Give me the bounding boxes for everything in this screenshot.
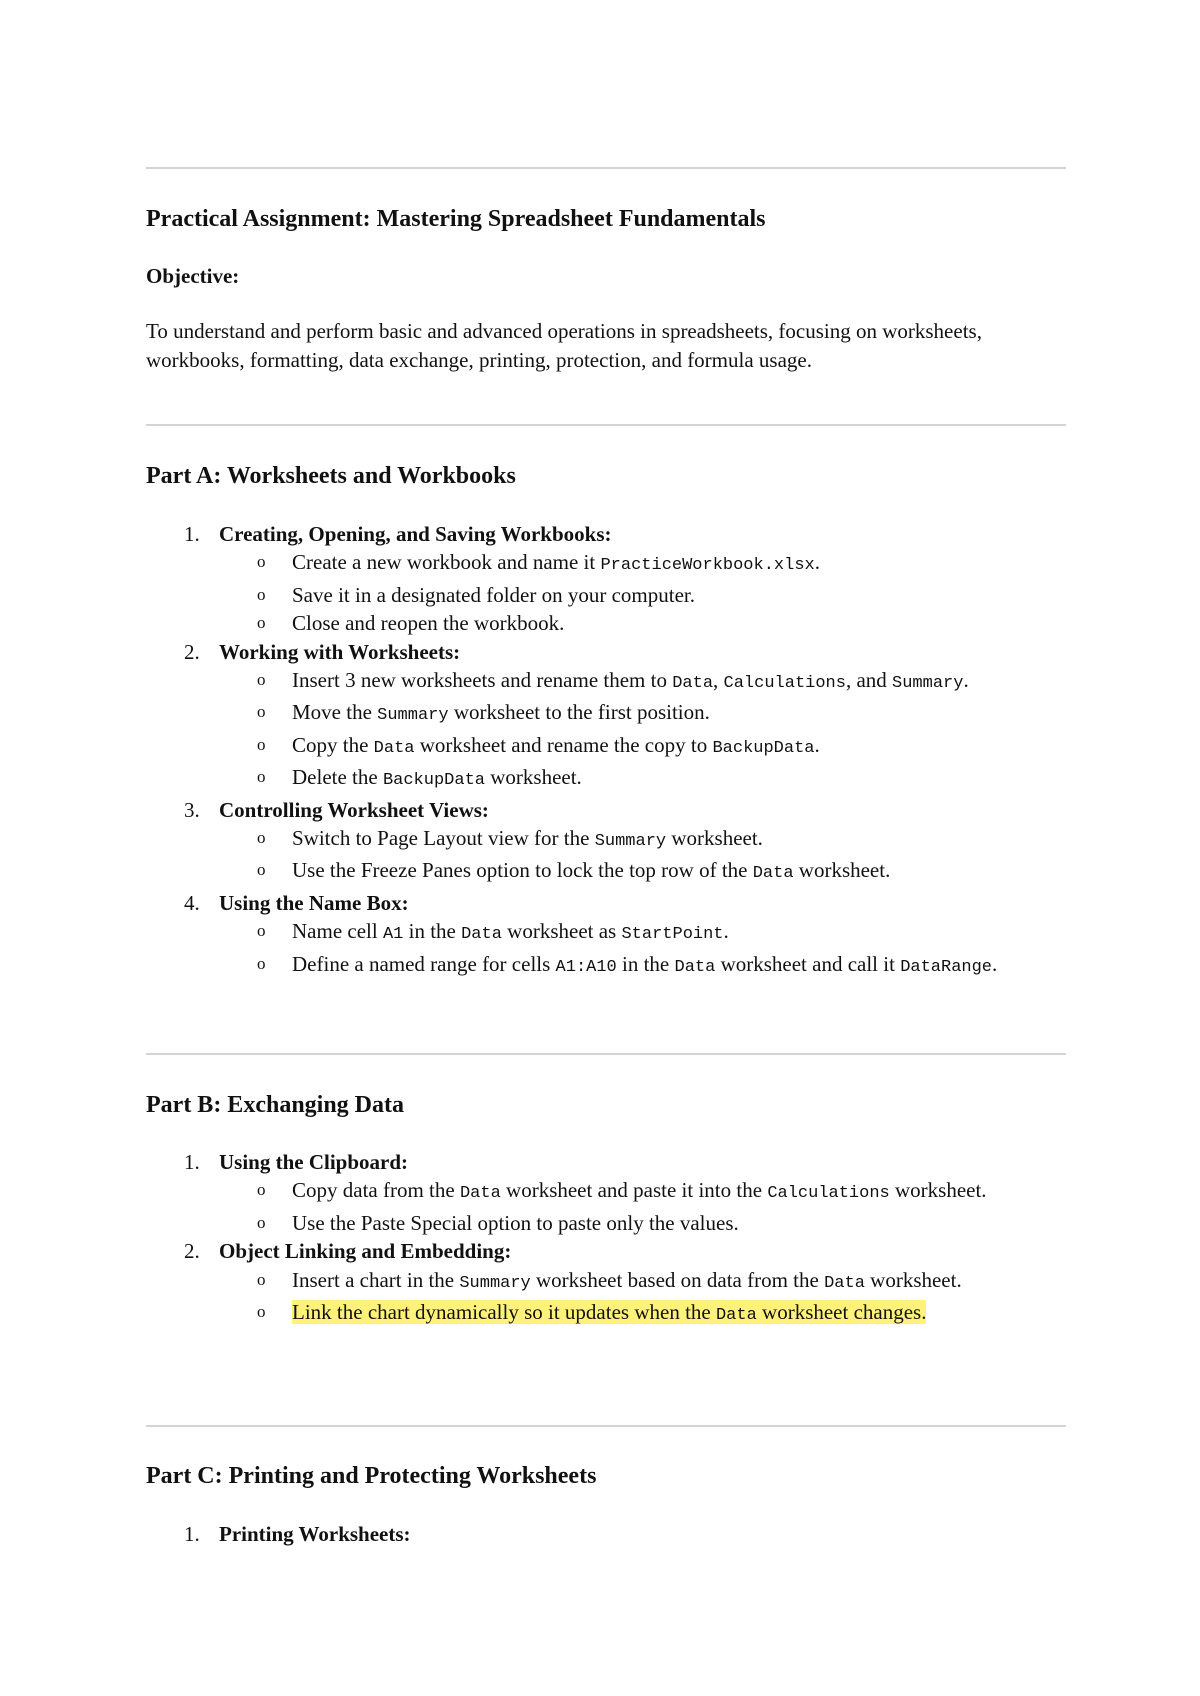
item-heading: Creating, Opening, and Saving Workbooks: xyxy=(219,522,612,546)
sub-item-text xyxy=(292,668,969,692)
circle-bullet-icon: o xyxy=(257,1180,266,1200)
code-term: Summary xyxy=(892,674,964,694)
text-run: worksheet to the first position. xyxy=(448,700,710,725)
item-number: 1. xyxy=(184,522,200,546)
circle-bullet-icon: o xyxy=(257,613,266,633)
code-term: StartPoint xyxy=(621,925,724,945)
text-run: Use the Freeze Panes option to lock the top row of the xyxy=(292,858,753,883)
circle-bullet-icon: o xyxy=(257,584,266,604)
text-run: . xyxy=(814,732,820,757)
objective-label: Objective: xyxy=(146,264,240,288)
text-run: . xyxy=(723,919,729,944)
text-run: , xyxy=(713,668,724,693)
code-term: BackupData xyxy=(382,771,485,791)
code-term: Calculations xyxy=(767,1184,890,1204)
part-a-title: Part A: Worksheets and Workbooks xyxy=(146,463,516,489)
text-run: Insert a chart in the xyxy=(292,1267,460,1292)
part-c-list xyxy=(146,1520,1066,1548)
divider-part-a xyxy=(146,424,1066,426)
sub-item-text xyxy=(292,733,820,757)
code-term: PracticeWorkbook.xlsx xyxy=(600,556,815,576)
sub-item xyxy=(146,666,1066,698)
sub-item xyxy=(146,1176,1066,1208)
code-term: Data xyxy=(752,864,794,884)
text-run: Link the chart dynamically so it updates when the xyxy=(292,1300,716,1325)
item-heading: Controlling Worksheet Views: xyxy=(219,797,489,822)
part-b-title: Part B: Exchanging Data xyxy=(146,1092,404,1118)
sub-item-text xyxy=(292,550,820,574)
list-item xyxy=(146,796,1066,889)
code-term: Data xyxy=(824,1273,865,1293)
sub-item-text xyxy=(292,858,890,882)
text-run: Name cell xyxy=(292,919,383,944)
code-term: A1 xyxy=(382,925,404,945)
list-item xyxy=(146,1237,1066,1330)
circle-bullet-icon: o xyxy=(257,828,266,848)
sub-item-text xyxy=(292,826,763,850)
sub-item xyxy=(146,1266,1066,1298)
code-term: A1:A10 xyxy=(555,957,617,977)
list-item xyxy=(146,889,1066,982)
sub-item xyxy=(146,1298,1066,1330)
code-term: BackupData xyxy=(712,738,815,758)
sub-item xyxy=(146,581,1066,609)
text-run: Copy the xyxy=(292,732,374,757)
text-run: Switch to Page Layout view for the xyxy=(292,826,595,851)
sub-item-text xyxy=(292,919,729,943)
item-heading: Using the Name Box: xyxy=(219,890,409,915)
text-run: worksheet. xyxy=(484,765,582,790)
circle-bullet-icon: o xyxy=(257,953,266,973)
sub-item xyxy=(146,917,1066,949)
divider-part-c xyxy=(146,1425,1066,1427)
text-run: Use the Paste Special option to paste only the values. xyxy=(292,1210,739,1235)
sub-item xyxy=(146,731,1066,763)
item-heading: Using the Clipboard: xyxy=(219,1150,409,1174)
sub-item-text xyxy=(292,583,695,607)
text-run: Delete the xyxy=(292,765,383,790)
list-item xyxy=(146,1520,1066,1548)
circle-bullet-icon: o xyxy=(257,734,266,754)
part-a-list xyxy=(146,520,1066,982)
code-term: Summary xyxy=(594,832,667,852)
code-term: Data xyxy=(373,738,415,758)
divider-top xyxy=(146,167,1066,169)
text-run: . xyxy=(992,951,998,976)
code-term: DataRange xyxy=(900,957,993,977)
sub-item xyxy=(146,609,1066,637)
text-run: , and xyxy=(845,668,893,693)
item-number: 4. xyxy=(184,890,200,915)
sub-item-text xyxy=(292,700,710,724)
text-run: worksheet. xyxy=(864,1267,962,1292)
text-run: . xyxy=(814,550,820,575)
circle-bullet-icon: o xyxy=(257,767,266,787)
text-run: worksheet and paste it into the xyxy=(500,1178,768,1203)
item-heading: Object Linking and Embedding: xyxy=(219,1239,512,1264)
text-run: Move the xyxy=(292,700,378,725)
text-run: worksheet based on data from the xyxy=(530,1267,825,1292)
circle-bullet-icon: o xyxy=(257,552,266,572)
sub-item xyxy=(146,1209,1066,1237)
sub-item-text xyxy=(292,1268,962,1292)
circle-bullet-icon: o xyxy=(257,1302,266,1322)
list-item xyxy=(146,638,1066,796)
circle-bullet-icon: o xyxy=(257,921,266,941)
item-number: 2. xyxy=(184,639,200,664)
text-run: Insert 3 new worksheets and rename them to xyxy=(292,668,673,693)
text-run: Define a named range for cells xyxy=(292,951,556,976)
list-item xyxy=(146,520,1066,638)
text-run: Create a new workbook and name it xyxy=(292,550,601,575)
text-run: worksheet. xyxy=(793,858,891,883)
sub-item xyxy=(146,698,1066,730)
text-run: worksheet as xyxy=(501,919,622,944)
sub-item-text xyxy=(292,1178,987,1202)
text-run: . xyxy=(963,668,969,693)
part-b-list xyxy=(146,1148,1066,1330)
text-run: in the xyxy=(616,951,675,976)
circle-bullet-icon: o xyxy=(257,1269,266,1289)
code-term: Data xyxy=(715,1306,757,1326)
text-run: worksheet. xyxy=(666,826,763,851)
text-run: Save it in a designated folder on your computer. xyxy=(292,582,695,607)
circle-bullet-icon: o xyxy=(257,670,266,690)
document-title: Practical Assignment: Mastering Spreadsheet Fundamentals xyxy=(146,206,766,232)
part-c-title: Part C: Printing and Protecting Worksheets xyxy=(146,1463,597,1489)
item-heading: Working with Worksheets: xyxy=(219,639,461,664)
code-term: Data xyxy=(674,957,716,977)
item-number: 1. xyxy=(184,1522,200,1546)
text-run: worksheet and rename the copy to xyxy=(414,732,713,757)
sub-item-text xyxy=(292,1300,926,1324)
objective-text: To understand and perform basic and advanced operations in spreadsheets, focusing on worksheets, workbooks, formatting, data exchange, printing, protection, and formula usage. xyxy=(146,319,982,372)
code-term: Data xyxy=(672,674,714,694)
sub-item xyxy=(146,856,1066,888)
code-term: Data xyxy=(461,925,502,945)
text-run: worksheet. xyxy=(889,1178,987,1203)
text-run: worksheet changes. xyxy=(756,1300,927,1325)
circle-bullet-icon: o xyxy=(257,860,266,880)
sub-item-text xyxy=(292,765,582,789)
text-run: Copy data from the xyxy=(292,1178,460,1203)
item-number: 1. xyxy=(184,1150,200,1174)
text-run: in the xyxy=(403,919,462,944)
list-item xyxy=(146,1148,1066,1237)
code-term: Data xyxy=(459,1184,501,1204)
item-heading: Printing Worksheets: xyxy=(219,1522,411,1546)
code-term: Summary xyxy=(459,1273,531,1293)
item-number: 3. xyxy=(184,797,200,822)
circle-bullet-icon: o xyxy=(257,1212,266,1232)
code-term: Calculations xyxy=(723,674,846,694)
sub-item xyxy=(146,548,1066,580)
sub-item-text xyxy=(292,611,564,635)
sub-item xyxy=(146,950,1066,982)
sub-item-text xyxy=(292,1211,739,1235)
item-number: 2. xyxy=(184,1239,200,1264)
code-term: Summary xyxy=(377,706,449,726)
text-run: Close and reopen the workbook. xyxy=(292,611,565,636)
sub-item xyxy=(146,824,1066,856)
divider-part-b xyxy=(146,1053,1066,1055)
text-run: worksheet and call it xyxy=(715,951,901,976)
sub-item xyxy=(146,763,1066,795)
sub-item-text xyxy=(292,952,997,976)
circle-bullet-icon: o xyxy=(257,702,266,722)
